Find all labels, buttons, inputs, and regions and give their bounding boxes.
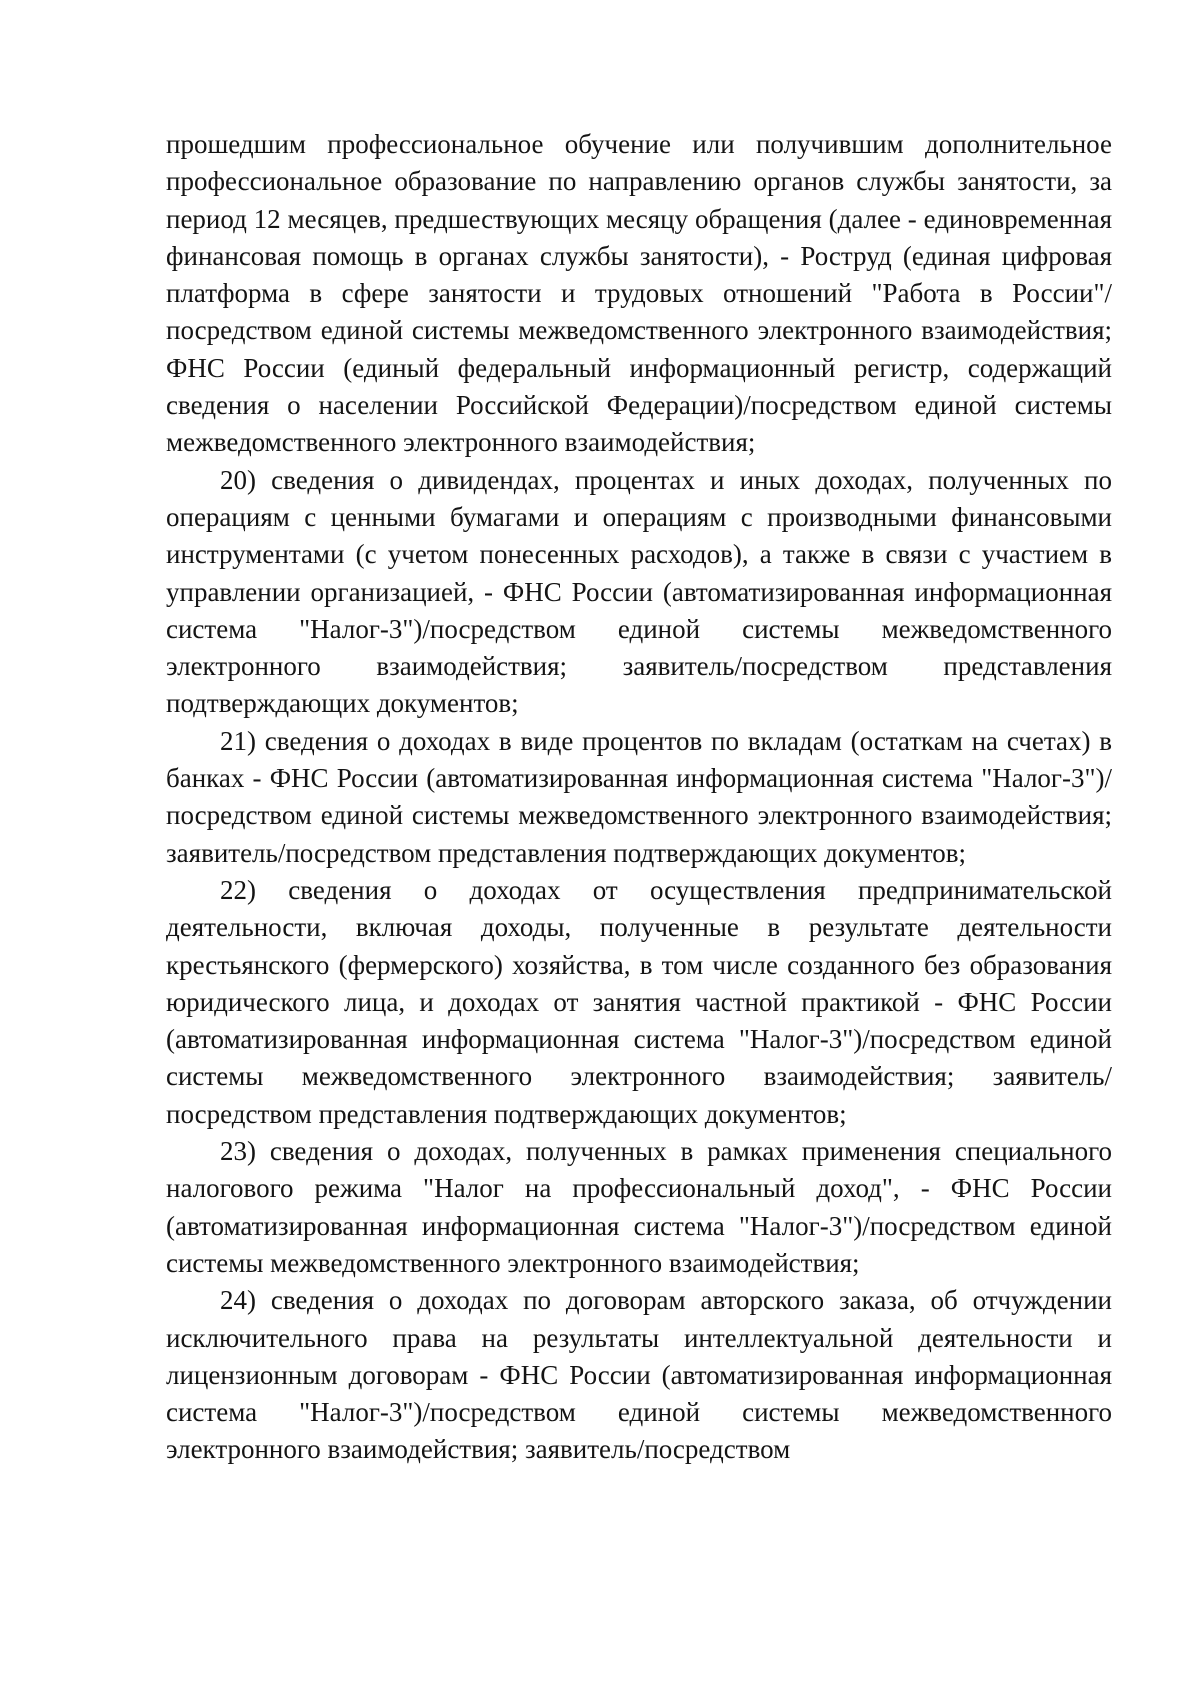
paragraph-continuation: прошедшим профессиональное обучение или получившим дополнительное профессиональное образование по направлению органов службы занятости, за период 12 месяцев, предшествующих месяцу обращения (далее - единовременная финансовая помощь в органах службы занятости), - Роструд (единая цифровая платформа в сфере занятости и трудовых отношений "Работа в России"/посредством единой системы межведомственного электронного взаимодействия; ФНС России (единый федеральный информационный регистр, содержащий сведения о населении Российской Федерации)/посредством единой системы межведомственного электронного взаимодействия;: [166, 129, 1112, 458]
paragraph-item-24: 24) сведения о доходах по договорам авторского заказа, об отчуждении исключительного права на результаты интеллектуальной деятельности и лицензионным договорам - ФНС России (автоматизированная информационная система "Налог-3")/посредством единой системы межведомственного электронного взаимодействия; заявитель/посредством: [166, 1285, 1112, 1465]
paragraph-item-23: 23) сведения о доходах, полученных в рамках применения специального налогового режима "Налог на профессиональный доход", - ФНС России (автоматизированная информационная система "Налог-3")/посредством единой системы межведомственного электронного взаимодействия;: [166, 1136, 1112, 1278]
document-body: [166, 126, 1112, 1469]
paragraph-item-20: 20) сведения о дивидендах, процентах и иных доходах, полученных по операциям с ценными бумагами и операциям с производными финансовыми инструментами (с учетом понесенных расходов), а также в связи с участием в управлении организацией, - ФНС России (автоматизированная информационная система "Налог-3")/посредством единой системы межведомственного электронного взаимодействия; заявитель/посредством представления подтверждающих документов;: [166, 464, 1112, 719]
paragraph-item-21: 21) сведения о доходах в виде процентов по вкладам (остаткам на счетах) в банках - ФНС России (автоматизированная информационная система "Налог-3")/посредством единой системы межведомственного электронного взаимодействия; заявитель/посредством представления подтверждающих документов;: [166, 725, 1112, 868]
paragraph-item-22: 22) сведения о доходах от осуществления предпринимательской деятельности, включая доходы, полученные в результате деятельности крестьянского (фермерского) хозяйства, в том числе созданного без образования юридического лица, и доходах от занятия частной практикой - ФНС России (автоматизированная информационная система "Налог-3")/посредством единой системы межведомственного электронного взаимодействия; заявитель/посредством представления подтверждающих документов;: [166, 874, 1112, 1129]
